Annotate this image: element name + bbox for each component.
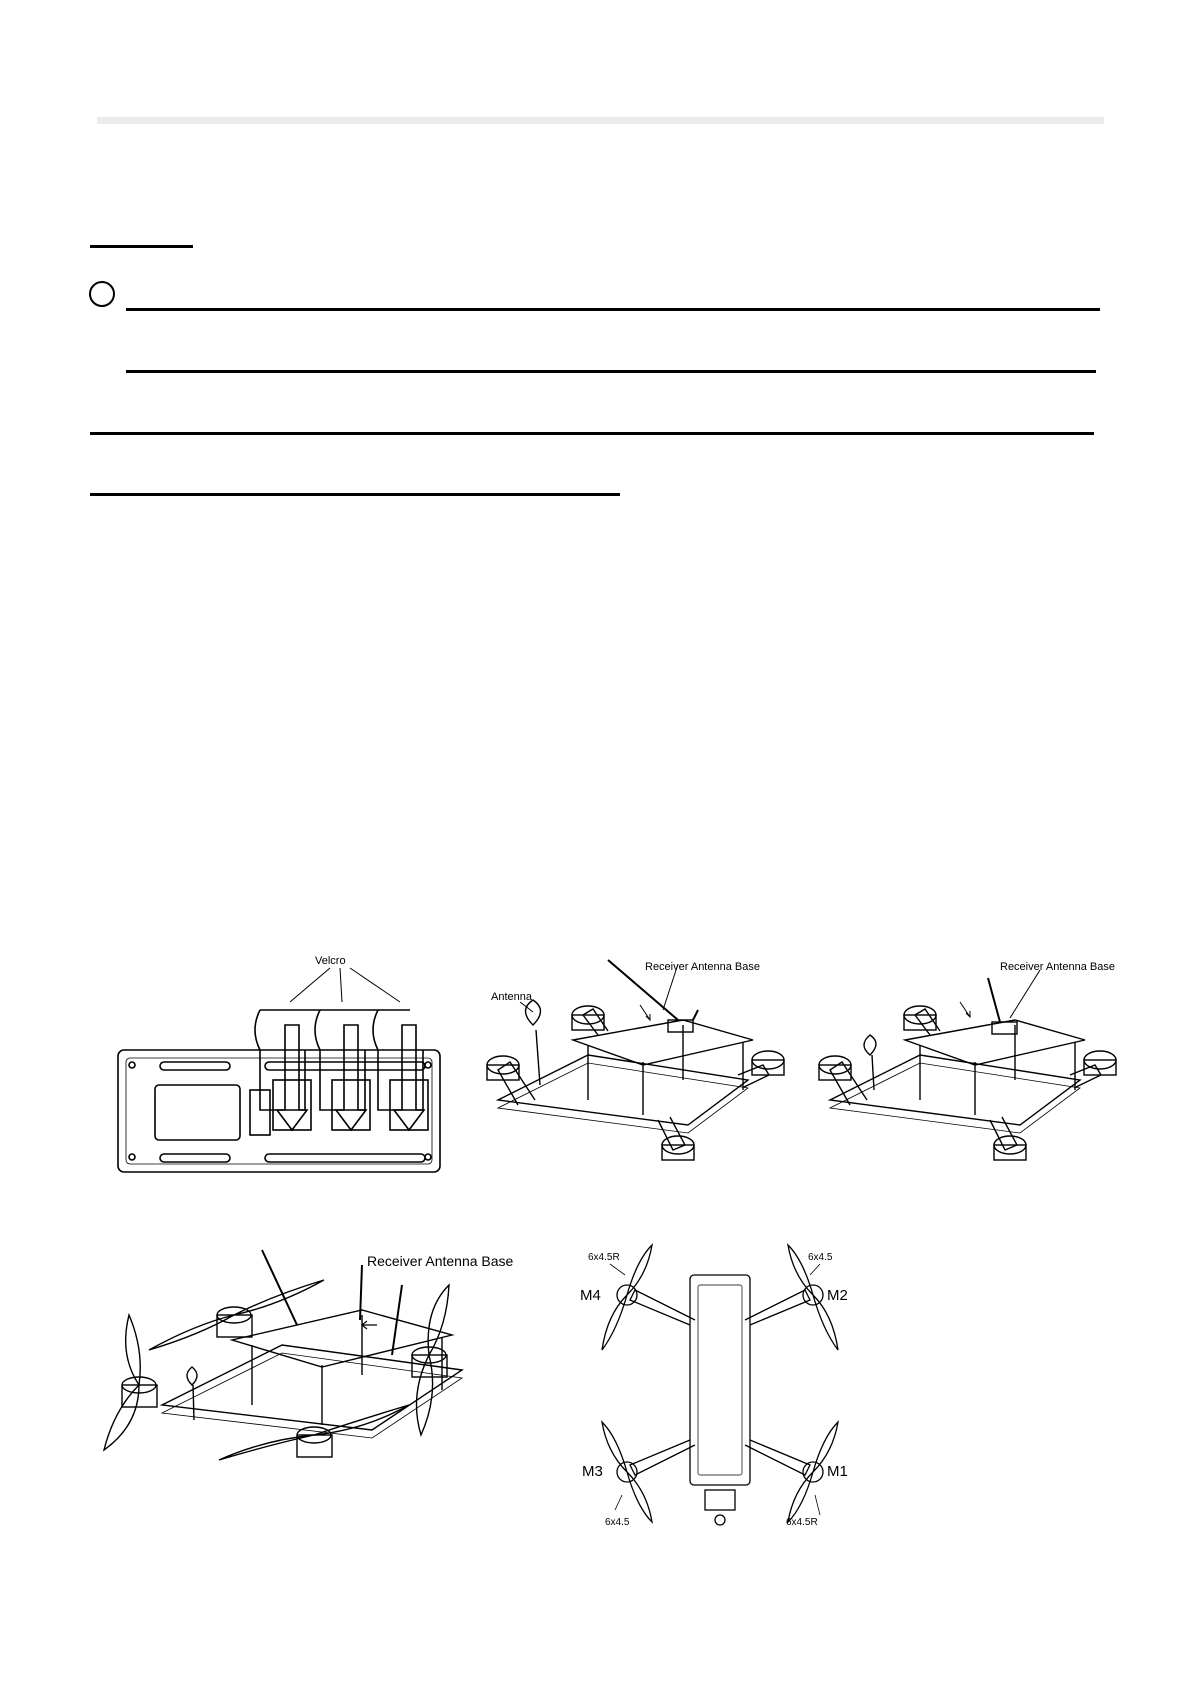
props-installed-figure (92, 1245, 522, 1495)
receiver-antenna-base-label-3: Receiver Antenna Base (367, 1253, 514, 1269)
antenna-installed-figure (810, 950, 1150, 1190)
motor-m4-label: M4 (580, 1287, 601, 1304)
antenna-install-figure (478, 950, 808, 1190)
step-number-circle (89, 281, 115, 307)
text-line-3 (90, 432, 1094, 435)
receiver-antenna-base-label-1: Receiver Antenna Base (645, 961, 760, 973)
velcro-plate-figure (110, 950, 450, 1180)
motor-m2-prop-label: 6x4.5 (808, 1252, 833, 1263)
motor-m3-label: M3 (582, 1463, 603, 1480)
text-line-4 (90, 493, 620, 496)
motor-m1-label: M1 (827, 1463, 848, 1480)
motor-m2-label: M2 (827, 1287, 848, 1304)
receiver-antenna-base-label-2: Receiver Antenna Base (1000, 961, 1115, 973)
motor-layout-figure (580, 1240, 860, 1530)
text-line-1 (126, 308, 1100, 311)
text-line-2 (126, 370, 1096, 373)
velcro-label: Velcro (315, 955, 346, 967)
motor-m3-prop-label: 6x4.5 (605, 1517, 630, 1528)
antenna-label: Antenna (491, 991, 532, 1003)
motor-m1-prop-label: 6x4.5R (786, 1517, 818, 1528)
heading-underline (90, 245, 193, 248)
motor-m4-prop-label: 6x4.5R (588, 1252, 620, 1263)
header-rule (97, 117, 1104, 124)
